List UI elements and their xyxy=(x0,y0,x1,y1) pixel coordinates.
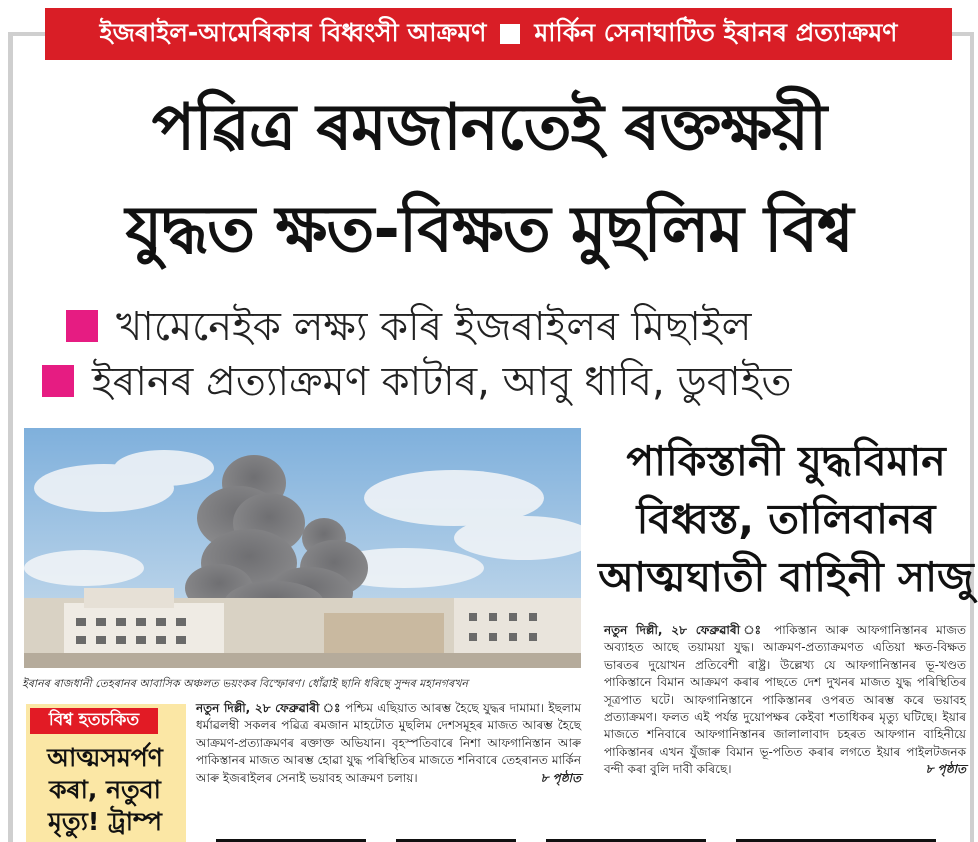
square-separator-icon xyxy=(500,24,520,44)
side-box-text: আত্মসমৰ্পণ কৰা, নতুবা মৃত্যু! ট্ৰাম্প xyxy=(47,743,163,836)
next-headline-cutoff xyxy=(196,830,968,842)
side-story-page-link[interactable]: ৮ পৃষ্ঠাত xyxy=(925,762,966,777)
side-headline-line-2: বিধ্বস্ত, তালিবানৰ xyxy=(636,495,936,543)
main-headline-line-2: যুদ্ধত ক্ষত-বিক্ষত মুছলিম বিশ্ব xyxy=(125,193,853,267)
top-strap-banner xyxy=(45,8,952,60)
pink-square-bullet-icon xyxy=(42,365,74,397)
strap-left-text: ইজৰাইল-আমেৰিকাৰ বিধ্বংসী আক্ৰমণ xyxy=(99,17,487,47)
side-headline-line-3: আত্মঘাতী বাহিনী সাজু xyxy=(598,553,974,601)
main-story-page-link[interactable]: ৮ পৃষ্ঠাত xyxy=(540,770,581,785)
side-story-body xyxy=(604,622,966,779)
pink-square-bullet-icon xyxy=(66,310,98,342)
side-headline-line-1: পাকিস্তানী যুদ্ধবিমান xyxy=(626,437,946,485)
side-story-dateline: নতুন দিল্লী, ২৮ ফেব্ৰুৱাৰী ঃ xyxy=(604,623,766,637)
side-story-headline xyxy=(596,432,976,606)
strap-right-text: মাৰ্কিন সেনাঘাটিত ইৰানৰ প্ৰত্যাক্ৰমণ xyxy=(534,17,898,47)
side-story-text: পাকিস্তান আৰু আফগানিস্তানৰ মাজত অব্যাহত আছে তয়াময়া যুদ্ধ। আক্ৰমণ-প্ৰত্যাক্ৰমণত এতিয়া ক্ষত-বিক্ষত ভাৰতৰ দুয়োখন প্ৰতিবেশী ৰাষ্ট্ৰ। উল্লেখ্য যে আফগানিস্তানৰ ভূ-খণ্ডত পাকিস্তানে বিমান আক্ৰমণ কৰাৰ পাছতে দেশ দুখনৰ মাজত যুদ্ধ পৰিস্থিতিৰ সূত্ৰপাত ঘটে। আফগানিস্তানে পাকিস্তানৰ ওপৰত আৰম্ভ কৰে ভয়াবহ প্ৰত্যাক্ৰমণ। ফলত এই পৰ্যন্ত দুয়োপক্ষৰ কেইবা শতাধিকৰ মৃত্যু ঘটিছে। ইয়াৰ মাজতে শনিবাৰে আফগানিস্তানৰ জালালাবাদ চহৰত আফগান বাহিনীয়ে পাকিস্তানৰ এখন যুঁজাৰু বিমান ভূ-পতিত কৰাৰ লগতে ইয়াৰ পাইলটজনক বন্দী কৰা বুলি দাবী কৰিছে। xyxy=(604,623,966,777)
subheadline-1-text: খামেনেইক লক্ষ্য কৰি ইজৰাইলৰ মিছাইল xyxy=(116,304,752,350)
subheadline-1 xyxy=(66,303,751,351)
subheadline-2-text: ইৰানৰ প্ৰত্যাক্ৰমণ কাটাৰ, আবু ধাবি, ডুবাইত xyxy=(92,359,792,405)
explosion-photo xyxy=(24,428,581,668)
main-story-dateline: নতুন দিল্লী, ২৮ ফেব্ৰুৱাৰী ঃ xyxy=(196,701,341,715)
main-story-text: পশ্চিম এছিয়াত আৰম্ভ হৈছে যুদ্ধৰ দামামা। ইছলাম ধৰ্মাৱলম্বী সকলৰ পৱিত্ৰ ৰমজান মাহটোত মুছলিম দেশসমূহৰ মাজত আৰম্ভ হৈছে আক্ৰমণ-প্ৰত্যাক্ৰমণৰ ৰক্তাক্ত অভিযান। বৃহস্পতিবাৰে নিশা আফগানিস্তান আৰু পাকিস্তানৰ মাজত আৰম্ভ হোৱা যুদ্ধ পৰিস্থিতিৰ মাজতে শনিবাৰে তেহৰানত মাৰ্কিন আৰু ইজৰাইলৰ সেনাই ভয়াবহ আক্ৰমণ চলায়। xyxy=(196,701,581,785)
side-box-label: বিশ্ব হতচকিত xyxy=(30,708,158,734)
photo-caption: ইৰানৰ ৰাজধানী তেহৰানৰ আবাসিক অঞ্চলত ভয়ংকৰ বিস্ফোৰণ। ধোঁৱাই ছানি ধৰিছে সুন্দৰ মহানগৰখন xyxy=(22,677,468,690)
cutoff-headline-strokes xyxy=(196,833,968,842)
tehran-explosion-image xyxy=(24,428,581,668)
main-story-body xyxy=(196,700,581,787)
main-headline-line-1: পৱিত্ৰ ৰমজানতেই ৰক্তক্ষয়ী xyxy=(151,91,827,165)
subheadline-2 xyxy=(42,358,792,406)
